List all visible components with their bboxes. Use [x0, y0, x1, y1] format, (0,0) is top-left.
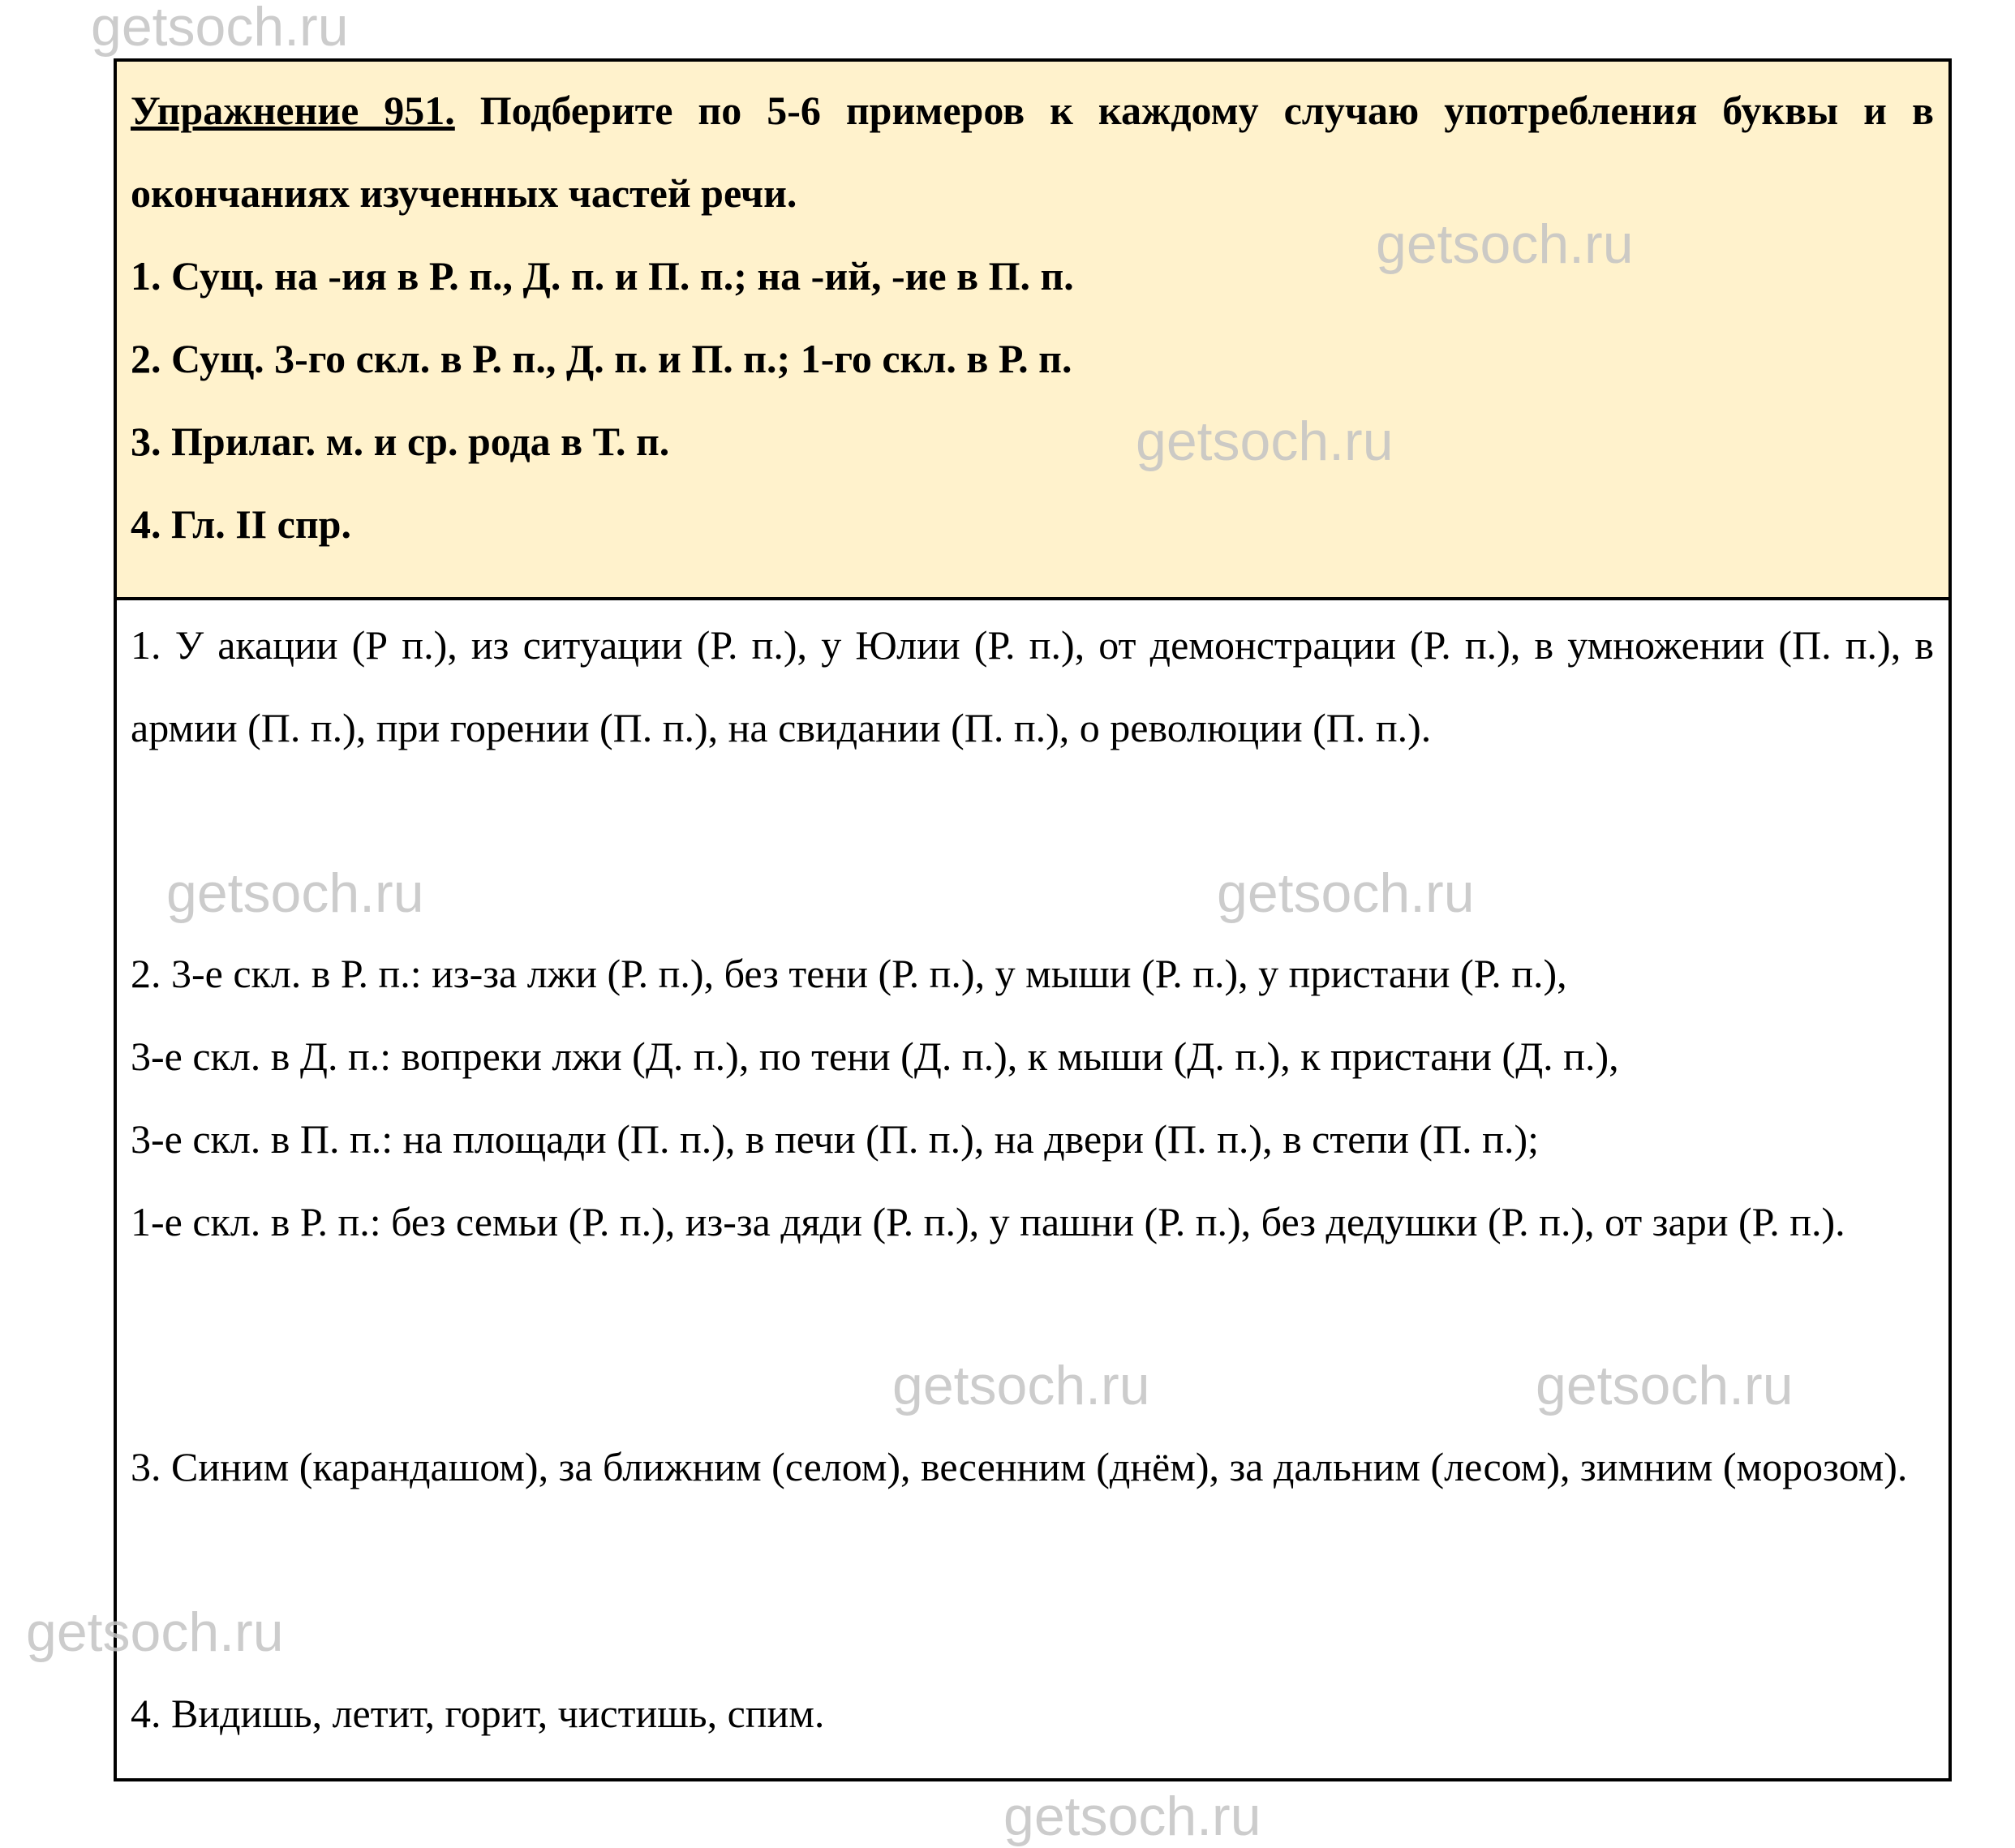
task-item: 4. Гл. II спр. — [131, 501, 351, 547]
answer-paragraph-1: 1. У акации (Р п.), из ситуации (Р. п.), у Юлии (Р. п.), от демонстрации (Р. п.), в умножении (П. п.), в армии (П. п.), при горении (П. п.), на свидании (П. п.), о революции (П. п.). — [131, 622, 1934, 750]
task-item: 1. Сущ. на -ия в Р. п., Д. п. и П. п.; на -ий, -ие в П. п. — [131, 253, 1074, 299]
task-item: 3. Прилаг. м. и ср. рода в Т. п. — [131, 419, 670, 464]
watermark: getsoch.ru — [91, 0, 349, 58]
task-text: Подберите по 5-6 примеров к каждому случаю употребления буквы и в окончаниях изученных частей речи. — [131, 88, 1934, 216]
watermark: getsoch.ru — [1536, 1355, 1794, 1416]
task-statement — [131, 69, 1934, 234]
answer-line: 3-е скл. в Д. п.: вопреки лжи (Д. п.), по тени (Д. п.), к мыши (Д. п.), к пристани (Д. п.), — [131, 1034, 1619, 1079]
watermark: getsoch.ru — [1217, 862, 1475, 924]
task-items — [131, 234, 1934, 565]
watermark: getsoch.ru — [1136, 410, 1394, 472]
answer-paragraph-3: 3. Синим (карандашом), за ближним (селом), весенним (днём), за дальним (лесом), зимним (морозом). — [131, 1444, 1908, 1489]
exercise-number: Упражнение 951. — [131, 88, 455, 133]
watermark: getsoch.ru — [26, 1601, 284, 1663]
watermark: getsoch.ru — [892, 1355, 1150, 1416]
answer-line: 2. 3-е скл. в Р. п.: из-за лжи (Р. п.), без тени (Р. п.), у мыши (Р. п.), у пристани (Р. п.), — [131, 951, 1567, 996]
watermark: getsoch.ru — [166, 862, 424, 924]
task-item: 2. Сущ. 3-го скл. в Р. п., Д. п. и П. п.; 1-го скл. в Р. п. — [131, 336, 1072, 381]
watermark: getsoch.ru — [1003, 1786, 1261, 1847]
answer-paragraph-4: 4. Видишь, летит, горит, чистишь, спим. — [131, 1691, 825, 1736]
answer-paragraph-2 — [131, 932, 1934, 1263]
answer-line: 1-е скл. в Р. п.: без семьи (Р. п.), из-за дяди (Р. п.), у пашни (Р. п.), без дедушки (Р. п.), от зари (Р. п.). — [131, 1199, 1845, 1244]
answer-line: 3-е скл. в П. п.: на площади (П. п.), в печи (П. п.), на двери (П. п.), в степи (П. п.); — [131, 1116, 1539, 1162]
watermark: getsoch.ru — [1376, 213, 1634, 275]
